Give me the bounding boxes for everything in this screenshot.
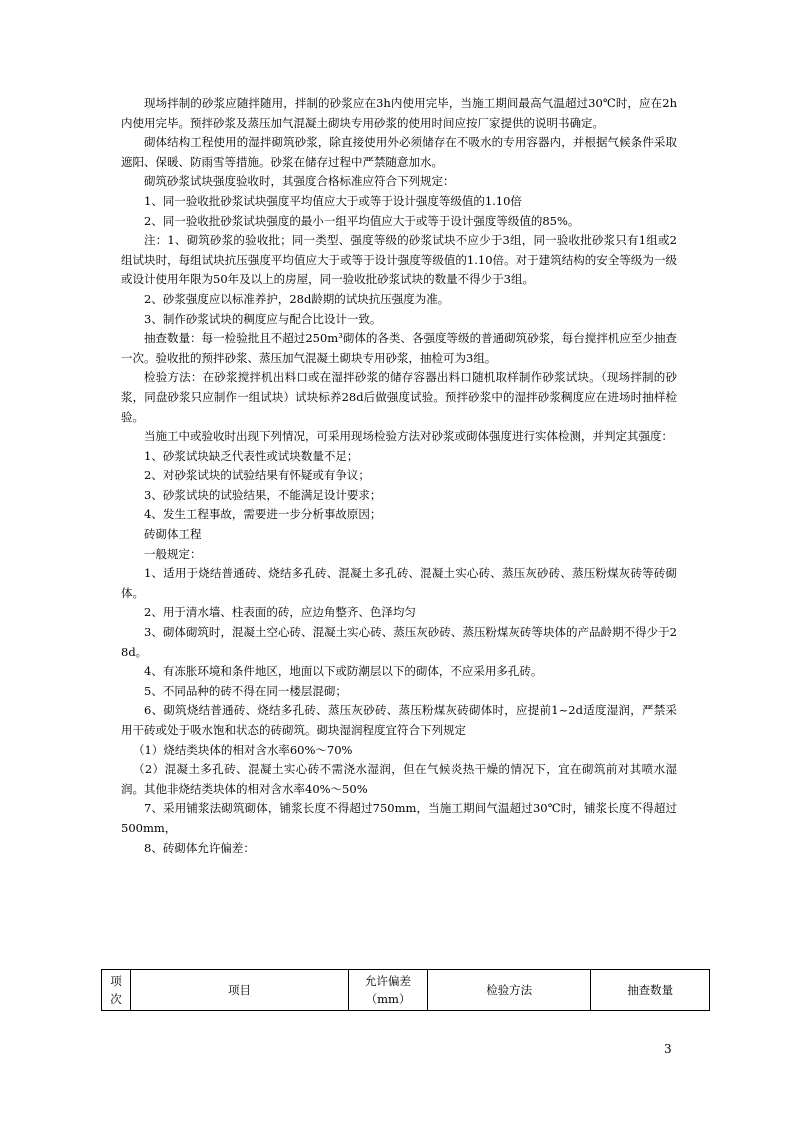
paragraph: 3、砌体砌筑时，混凝土空心砖、混凝土实心砖、蒸压灰砂砖、蒸压粉煤灰砖等块体的产品龄期不得少于28d。 bbox=[121, 625, 677, 659]
page-number: 3 bbox=[664, 1042, 672, 1056]
paragraph: 1、砂浆试块缺乏代表性或试块数量不足； bbox=[144, 448, 359, 463]
paragraph: 1、适用于烧结普通砖、烧结多孔砖、混凝土多孔砖、混凝土实心砖、蒸压灰砂砖、蒸压粉煤灰砖等砖砌体。 bbox=[121, 566, 677, 600]
body-text bbox=[121, 94, 677, 858]
paragraph: 3、制作砂浆试块的稠度应与配合比设计一致。 bbox=[144, 311, 382, 326]
paragraph: 现场拌制的砂浆应随拌随用，拌制的砂浆应在3h内使用完毕，当施工期间最高气温超过30℃时，应在2h内使用完毕。预拌砂浆及蒸压加气混凝土砌块专用砂浆的使用时间应按厂家提供的说明书确定。 bbox=[121, 96, 677, 130]
paragraph: 5、不同品种的砖不得在同一楼层混砌； bbox=[144, 683, 347, 698]
paragraph: 1、同一验收批砂浆试块强度平均值应大于或等于设计强度等级值的1.10倍 bbox=[144, 193, 522, 208]
paragraph: 砌体结构工程使用的湿拌砌筑砂浆，除直接使用外必须储存在不吸水的专用容器内，并根据气候条件采取遮阳、保暖、防雨雪等措施。砂浆在储存过程中严禁随意加水。 bbox=[121, 135, 677, 169]
paragraph: 一般规定： bbox=[144, 546, 202, 561]
paragraph: 4、有冻胀环境和条件地区，地面以下或防潮层以下的砌体，不应采用多孔砖。 bbox=[144, 664, 543, 679]
paragraph: （2）混凝土多孔砖、混凝土实心砖不需浇水湿润，但在气候炎热干燥的情况下，宜在砌筑前对其喷水湿润。其他非烧结类块体的相对含水率40%～50% bbox=[121, 762, 677, 796]
paragraph: 注：1、砌筑砂浆的验收批；同一类型、强度等级的砂浆试块不应少于3组，同一验收批砂浆只有1组或2组试块时，每组试块抗压强度平均值应大于或等于设计强度等级值的1.10倍。对于建筑结构的安全等级为一级或设计使用年限为50年及以上的房屋，同一验收批砂浆试块的数量不得少于3组。 bbox=[121, 233, 677, 287]
paragraph: 当施工中或验收时出现下列情况，可采用现场检验方法对砂浆或砌体强度进行实体检测，并判定其强度： bbox=[144, 429, 673, 444]
paragraph: 8、砖砌体允许偏差： bbox=[144, 840, 255, 855]
paragraph: 3、砂浆试块的试验结果，不能满足设计要求； bbox=[144, 487, 382, 502]
paragraph: （1）烧结类块体的相对含水率60%～70% bbox=[133, 742, 353, 757]
paragraph: 2、砂浆强度应以标准养护，28d龄期的试块抗压强度为准。 bbox=[144, 291, 450, 306]
paragraph: 7、采用铺浆法砌筑砌体，铺浆长度不得超过750mm，当施工期间气温超过30℃时，铺浆长度不得超过500mm， bbox=[121, 801, 677, 835]
paragraph: 2、用于清水墙、柱表面的砖，应边角整齐、色泽均匀 bbox=[144, 605, 416, 620]
header-cell-index: 项 次 bbox=[102, 970, 131, 1011]
paragraph: 检验方法：在砂浆搅拌机出料口或在湿拌砂浆的储存容器出料口随机取样制作砂浆试块。（现场拌制的砂浆，同盘砂浆只应制作一组试块）试块标养28d后做强度试验。预拌砂浆中的湿拌砂浆稠度应在进场时抽样检验。 bbox=[121, 370, 677, 424]
section-heading: 砖砌体工程 bbox=[144, 527, 202, 542]
tolerance-table bbox=[101, 969, 710, 1011]
header-cell-item: 项目 bbox=[130, 970, 348, 1011]
paragraph: 2、对砂浆试块的试验结果有怀疑或有争议； bbox=[144, 468, 370, 483]
paragraph: 砌筑砂浆试块强度验收时，其强度合格标准应符合下列规定： bbox=[144, 174, 455, 189]
paragraph: 抽查数量：每一检验批且不超过250m³砌体的各类、各强度等级的普通砌筑砂浆，每台搅拌机应至少抽查一次。验收批的预拌砂浆、蒸压加气混凝土砌块专用砂浆，抽检可为3组。 bbox=[121, 331, 677, 365]
paragraph: 6、砌筑烧结普通砖、烧结多孔砖、蒸压灰砂砖、蒸压粉煤灰砖砌体时，应提前1~2d适度湿润，严禁采用干砖或处于吸水饱和状态的砖砌筑。砌块湿润程度宜符合下列规定 bbox=[121, 703, 677, 737]
header-cell-method: 检验方法 bbox=[428, 970, 591, 1011]
table-header-row bbox=[102, 970, 710, 1011]
header-cell-tolerance: 允许偏差 （mm） bbox=[349, 970, 428, 1011]
header-cell-quantity: 抽查数量 bbox=[591, 970, 710, 1011]
paragraph: 2、同一验收批砂浆试块强度的最小一组平均值应大于或等于设计强度等级值的85%。 bbox=[144, 213, 580, 228]
paragraph: 4、发生工程事故，需要进一步分析事故原因； bbox=[144, 507, 382, 522]
